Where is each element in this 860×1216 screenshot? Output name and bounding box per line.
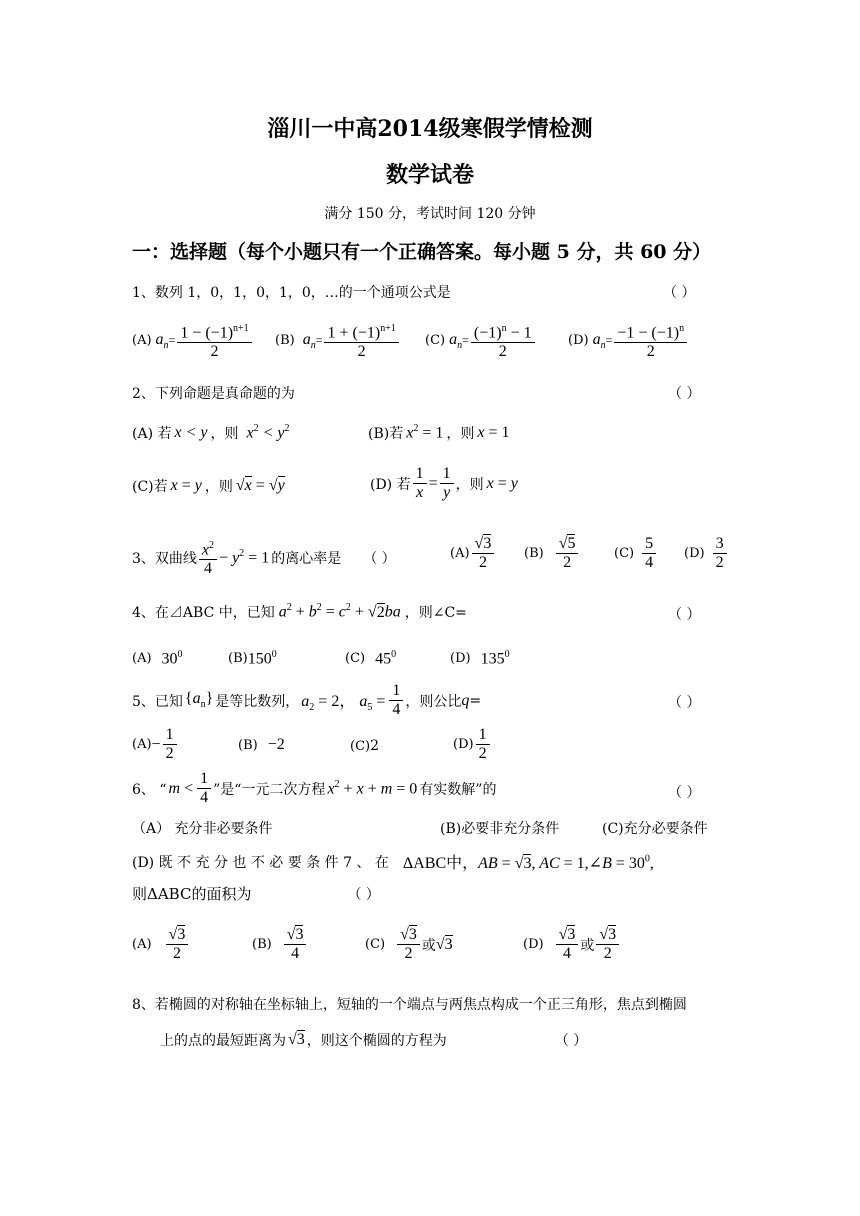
option-label: (C) (425, 333, 446, 349)
option-label: (B) (275, 333, 295, 349)
option-label: (D) (568, 333, 589, 349)
q1-option-d: (D) $a_n$ = $\frac{-1 - (-1)^n}{2}$ (568, 320, 689, 361)
q7-stem-line2: 则ΔABC的面积为 （ ） (132, 885, 380, 903)
exam-title: 淄川一中高2014级寒假学情检测 (267, 116, 593, 142)
q5-answer-paren: （ ） (668, 695, 701, 711)
q2-option-c: (C)若 x = y ，则 √x = √y (132, 477, 285, 495)
q6-stem: 6、 “ m < $\frac{1}{4}$ ”是“一元二次方程 $x^2 + x + m = 0$ 有实数解”的 (132, 770, 497, 806)
q1-option-a: (A) $a_n$ = $\frac{1 - (-1)^{n+1}}{2}$ (132, 320, 254, 361)
q2-option-a: (A) 若 x < y ，则 $x^2 < y^2$ (132, 423, 290, 442)
q7-option-b: (B) $\frac{√3}{4}$ (252, 926, 308, 963)
q2-answer-paren: （ ） (668, 386, 701, 402)
q5-option-b: (B) −2 (238, 736, 285, 753)
exam-subject: 数学试卷 (385, 162, 474, 188)
q1-answer-paren: （ ） (663, 285, 696, 301)
q7-option-a: (A) $\frac{√3}{2}$ (132, 926, 190, 963)
q8-stem-line2: 上的点的最短距离为 √3 ，则这个椭圆的方程为 （ ） (160, 1031, 588, 1049)
q3-answer-paren: （ ） (363, 550, 396, 567)
q5-option-d: (D) $\frac{1}{2}$ (453, 726, 492, 763)
q5-option-a: (A) − $\frac{1}{2}$ (132, 726, 179, 763)
q1-d-fraction: $\frac{-1 - (-1)^n}{2}$ (614, 320, 687, 361)
q8-stem-line1: 8、若椭圆的对称轴在坐标轴上，短轴的一个端点与两焦点构成一个正三角形，焦点到椭圆 (132, 997, 687, 1013)
section-heading: 一：选择题（每个小题只有一个正确答案。每小题 5 分，共 60 分） (132, 241, 712, 263)
q4-option-b: (B) $150^0$ (228, 649, 277, 668)
q5-stem: 5、已知 $\{a_n\}$ 是等比数列， $a_2 = 2$， $a_5$ = $\frac{1}{4}$ ，则公比 q = (132, 682, 482, 718)
exam-info: 满分 150 分，考试时间 120 分钟 (324, 206, 536, 222)
q6-option-b: (B)必要非充分条件 (440, 821, 560, 837)
q6-option-d-and-q7-stem: (D) 既 不 充 分 也 不 必 要 条 件 7 、 在 ΔABC中，AB = √3, AC = 1,∠B = $30^0$, (132, 853, 654, 872)
q1-option-c: (C) $a_n$ = $\frac{(-1)^n - 1}{2}$ (425, 320, 537, 361)
q1-c-fraction: $\frac{(-1)^n - 1}{2}$ (471, 320, 535, 361)
q4-stem: 4、在⊿ABC 中，已知 $a^2 + b^2 = c^2 + √2ba$ ，则∠C= (132, 602, 467, 621)
q2-stem: 2、下列命题是真命题的为 (132, 386, 295, 402)
q1-option-b: (B) $a_n$ = $\frac{1 + (-1)^{n+1}}{2}$ (275, 320, 401, 361)
q4-answer-paren: （ ） (668, 607, 701, 623)
q6-option-c: (C)充分必要条件 (602, 821, 708, 837)
q3-option-b: (B) $\frac{√5}{2}$ (524, 535, 580, 572)
q1-stem: 1、数列 1，0，1，0，1，0，…的一个通项公式是 (132, 285, 451, 301)
q4-option-d: (D) $135^0$ (450, 649, 510, 668)
q6-option-a: （A） 充分非必要条件 (132, 821, 273, 837)
q1-a-fraction: $\frac{1 - (-1)^{n+1}}{2}$ (177, 320, 251, 361)
q6-answer-paren: （ ） (668, 785, 701, 801)
q4-option-a: (A) $30^0$ (132, 649, 183, 668)
q7-answer-paren: （ ） (347, 886, 380, 903)
q3-option-d: (D) $\frac{3}{2}$ (684, 535, 729, 572)
q2-option-b: (B)若 $x^2 = 1$ ，则 x = 1 (368, 423, 510, 442)
q8-answer-paren: （ ） (554, 1033, 588, 1049)
q3-option-a: (A) $\frac{√3}{2}$ (450, 535, 496, 572)
q7-option-c: (C) $\frac{√3}{2}$ 或 √3 (365, 926, 453, 962)
q2-option-d: (D) 若 $\frac{1}{x}$ = $\frac{1}{y}$ ，则 x = y (370, 465, 518, 501)
q1-b-fraction: $\frac{1 + (-1)^{n+1}}{2}$ (324, 320, 398, 361)
q4-option-c: (C) $45^0$ (345, 649, 397, 668)
q7-option-d: (D) $\frac{√3}{4}$ 或 $\frac{√3}{2}$ (523, 926, 621, 963)
option-label: (A) (132, 333, 152, 349)
q3-option-c: (C) $\frac{5}{4}$ (614, 535, 658, 572)
q3-stem: 3、双曲线 $\frac{x^2}{4}$ − $y^2 = 1$ 的离心率是 （ ） (132, 537, 396, 578)
q5-option-c: (C) 2 (350, 738, 380, 754)
